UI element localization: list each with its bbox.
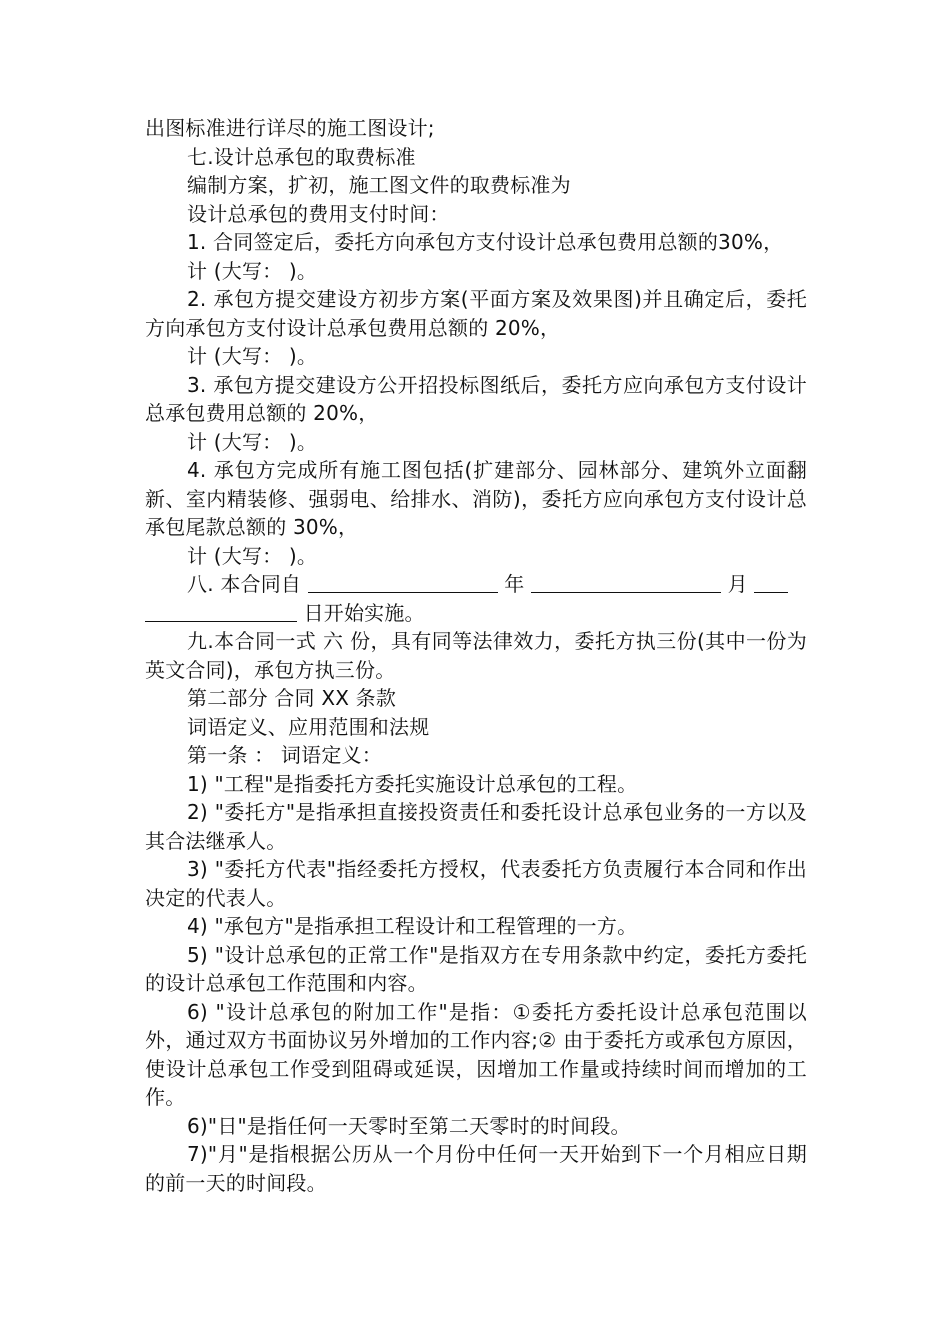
definition-item: 6) "设计总承包的附加工作"是指：①委托方委托设计总承包范围以外，通过双方书面协议另外增加的工作内容;② 由于委托方或承包方原因，使设计总承包工作受到阻碍或延误，因增加工作量或持续时间而增加的工作。 <box>145 999 807 1109</box>
amount-line: 计 (大写： )。 <box>187 344 318 368</box>
amount-line: 计 (大写： )。 <box>187 429 318 454</box>
part-heading: 第二部分 合同 XX 条款 <box>187 686 397 710</box>
payment-clause: 3. 承包方提交建设方公开招投标图纸后，委托方应向承包方支付设计总承包费用总额的 20%， <box>145 372 807 425</box>
definition-item: 6)"日"是指任何一天零时至第二天零时的时间段。 <box>187 1113 631 1138</box>
effective-date-prefix: 八. 本合同自 <box>187 572 302 596</box>
section-heading: 词语定义、应用范围和法规 <box>187 714 430 739</box>
year-blank <box>308 572 498 593</box>
paragraph: 编制方案，扩初，施工图文件的取费标准为 <box>187 173 571 197</box>
month-blank <box>531 572 721 593</box>
paragraph: 九.本合同一式 六 份，具有同等法律效力，委托方执三份(其中一份为英文合同)，承包方执三份。 <box>145 629 807 682</box>
year-unit: 年 <box>504 572 525 596</box>
definition-item: 3) "委托方代表"指经委托方授权，代表委托方负责履行本合同和作出决定的代表人。 <box>145 857 807 910</box>
definition-item: 2) "委托方"是指承担直接投资责任和委托设计总承包业务的一方以及其合法继承人。 <box>145 800 807 853</box>
document-body <box>145 114 807 1197</box>
month-unit: 月 <box>727 572 748 596</box>
definition-item: 1) "工程"是指委托方委托实施设计总承包的工程。 <box>187 771 638 796</box>
day-suffix: 日开始实施。 <box>303 600 425 625</box>
day-blank-start <box>754 572 788 593</box>
payment-clause: 4. 承包方完成所有施工图包括(扩建部分、园林部分、建筑外立面翻新、室内精装修、强弱电、给排水、消防)，委托方应向承包方支付设计总承包尾款总额的 30%， <box>145 458 807 539</box>
definition-item: 4) "承包方"是指承担工程设计和工程管理的一方。 <box>187 914 638 938</box>
definition-item: 5) "设计总承包的正常工作"是指双方在专用条款中约定，委托方委托的设计总承包工作范围和内容。 <box>145 942 807 995</box>
amount-line: 计 (大写： )。 <box>187 258 318 283</box>
payment-clause: 2. 承包方提交建设方初步方案(平面方案及效果图)并且确定后，委托方向承包方支付设计总承包费用总额的 20%， <box>145 287 807 340</box>
day-blank-end <box>145 601 297 622</box>
article-heading: 第一条 ： 词语定义： <box>187 743 382 767</box>
section-heading: 七.设计总承包的取费标准 <box>187 144 416 169</box>
paragraph: 设计总承包的费用支付时间： <box>187 201 450 226</box>
amount-line: 计 (大写： )。 <box>187 543 318 568</box>
paragraph: 出图标准进行详尽的施工图设计; <box>145 116 435 140</box>
effective-date-clause <box>145 570 807 627</box>
definition-item: 7)"月"是指根据公历从一个月份中任何一天开始到下一个月相应日期的前一天的时间段。 <box>145 1142 807 1195</box>
payment-clause: 1. 合同签定后，委托方向承包方支付设计总承包费用总额的30%， <box>187 230 784 254</box>
